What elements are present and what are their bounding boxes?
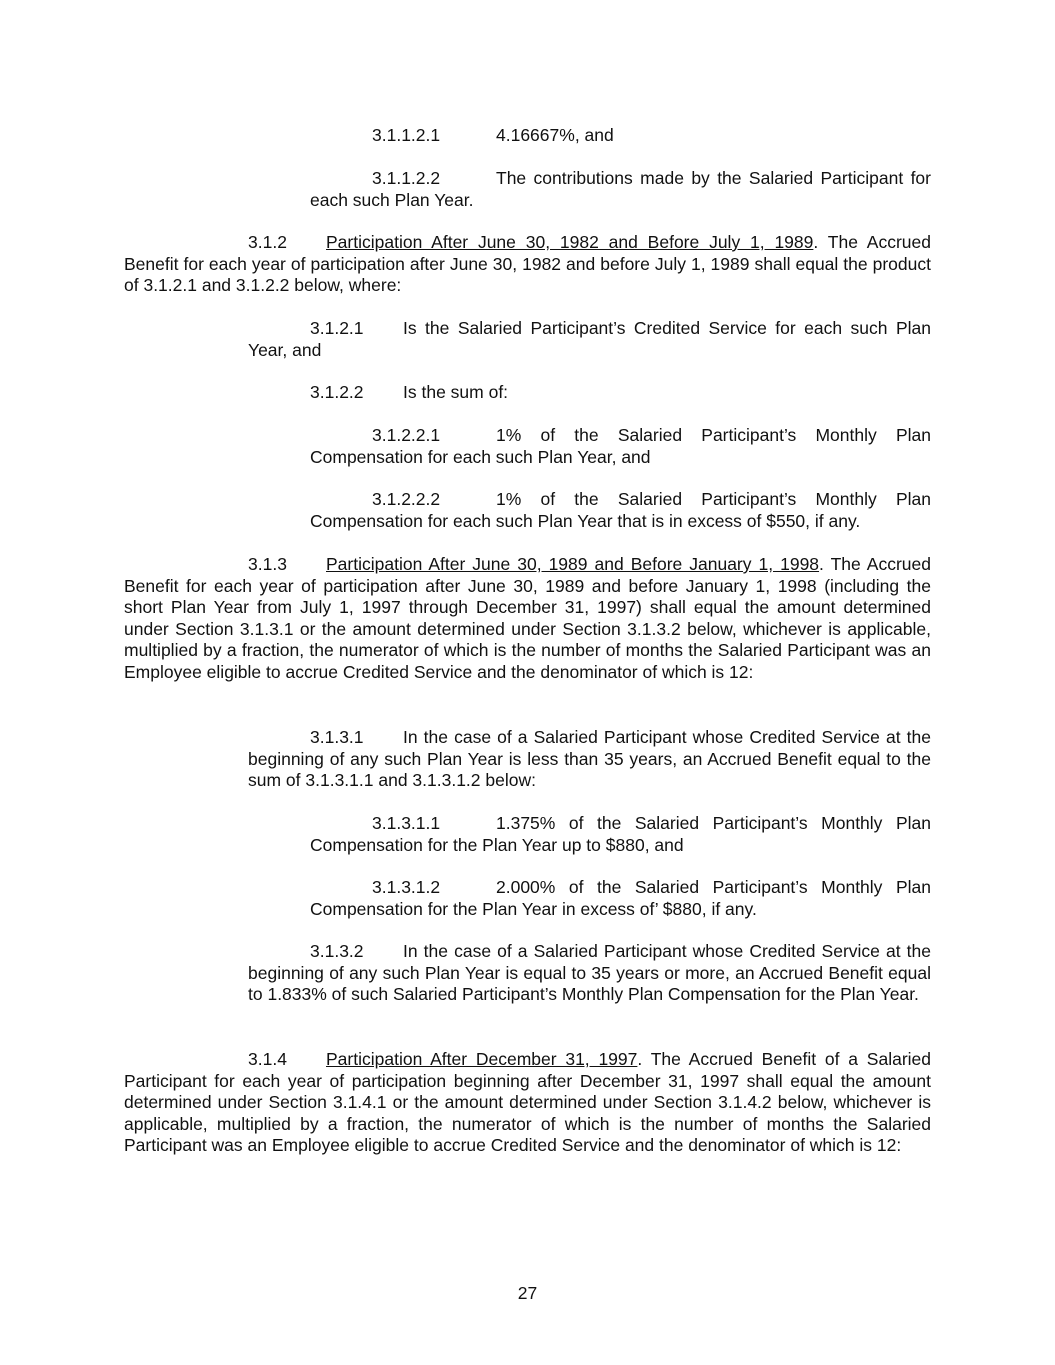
paragraph-text: . The Accrued Benefit for each year of participation after June 30, 1989 and before January 1, 1998 (including the short Plan Year from July 1, 1997 through December 31, 1997) shall equal the amount determined under Section 3.1.3.1 or the amount determined under Section 3.1.3.2 below, whichever is applicable, multiplied by a fraction, the numerator of which is the number of months the Salaried Participant was an Employee eligible to accrue Credited Service and the denominator of which is 12: (124, 554, 931, 682)
section-number: 3.1.1.2.1 (372, 125, 441, 145)
section-number: 3.1.2 (248, 232, 287, 252)
section-heading: Participation After December 31, 1997 (326, 1049, 638, 1069)
paragraph-3-1-2-2 (248, 382, 931, 404)
paragraph-text: In the case of a Salaried Participant whose Credited Service at the beginning of any such Plan Year is equal to 35 years or more, an Accrued Benefit equal to 1.833% of such Salaried Participant’s Monthly Plan Compensation for the Plan Year. (248, 941, 931, 1004)
paragraph-text: 1% of the Salaried Participant’s Monthly Plan Compensation for each such Plan Year that is in excess of $550, if any. (310, 489, 931, 531)
paragraph-text: 1.375% of the Salaried Participant’s Monthly Plan Compensation for the Plan Year up to $880, and (310, 813, 931, 855)
section-number: 3.1.3.1.1 (372, 813, 441, 833)
section-number: 3.1.4 (248, 1049, 287, 1069)
paragraph-text: Is the Salaried Participant’s Credited Service for each such Plan Year, and (248, 318, 931, 360)
paragraph-text: Is the sum of: (403, 382, 509, 402)
section-number: 3.1.2.2.1 (372, 425, 441, 445)
paragraph-text: 1% of the Salaried Participant’s Monthly Plan Compensation for each such Plan Year, and (310, 425, 931, 467)
paragraph-3-1-4 (124, 1049, 931, 1157)
paragraph-3-1-1-2-2 (310, 168, 931, 211)
paragraph-text: The contributions made by the Salaried Participant for each such Plan Year. (310, 168, 931, 210)
paragraph-3-1-2-1 (248, 318, 931, 361)
paragraph-text: . The Accrued Benefit of a Salaried Participant for each year of participation beginning after December 31, 1997 shall equal the amount determined under Section 3.1.4.1 or the amount determined under Section 3.1.4.2 below, whichever is applicable, multiplied by a fraction, the numerator of which is the number of months the Salaried Participant was an Employee eligible to accrue Credited Service and the denominator of which is 12: (124, 1049, 931, 1155)
paragraph-3-1-2 (124, 232, 931, 297)
section-number: 3.1.3 (248, 554, 287, 574)
section-number: 3.1.2.2 (310, 382, 364, 402)
paragraph-3-1-2-2-1 (310, 425, 931, 468)
paragraph-3-1-3 (124, 554, 931, 683)
paragraph-3-1-3-1-2 (310, 877, 931, 920)
paragraph-3-1-3-2 (248, 941, 931, 1006)
section-number: 3.1.1.2.2 (372, 168, 441, 188)
paragraph-text: 4.16667%, and (496, 125, 614, 145)
paragraph-3-1-3-1 (248, 727, 931, 792)
section-number: 3.1.3.2 (310, 941, 364, 961)
section-heading: Participation After June 30, 1989 and Before January 1, 1998 (326, 554, 820, 574)
paragraph-3-1-1-2-1 (310, 125, 931, 147)
section-number: 3.1.2.1 (310, 318, 364, 338)
section-number: 3.1.3.1 (310, 727, 364, 747)
section-number: 3.1.3.1.2 (372, 877, 441, 897)
section-number: 3.1.2.2.2 (372, 489, 441, 509)
page-number: 27 (517, 1283, 538, 1303)
section-heading: Participation After June 30, 1982 and Before July 1, 1989 (326, 232, 814, 252)
paragraph-text: 2.000% of the Salaried Participant’s Monthly Plan Compensation for the Plan Year in excess of’ $880, if any. (310, 877, 931, 919)
paragraph-3-1-2-2-2 (310, 489, 931, 532)
paragraph-text: In the case of a Salaried Participant whose Credited Service at the beginning of any such Plan Year is less than 35 years, an Accrued Benefit equal to the sum of 3.1.3.1.1 and 3.1.3.1.2 below: (248, 727, 931, 790)
paragraph-text: . The Accrued Benefit for each year of participation after June 30, 1982 and before July 1, 1989 shall equal the product of 3.1.2.1 and 3.1.2.2 below, where: (124, 232, 931, 295)
paragraph-3-1-3-1-1 (310, 813, 931, 856)
